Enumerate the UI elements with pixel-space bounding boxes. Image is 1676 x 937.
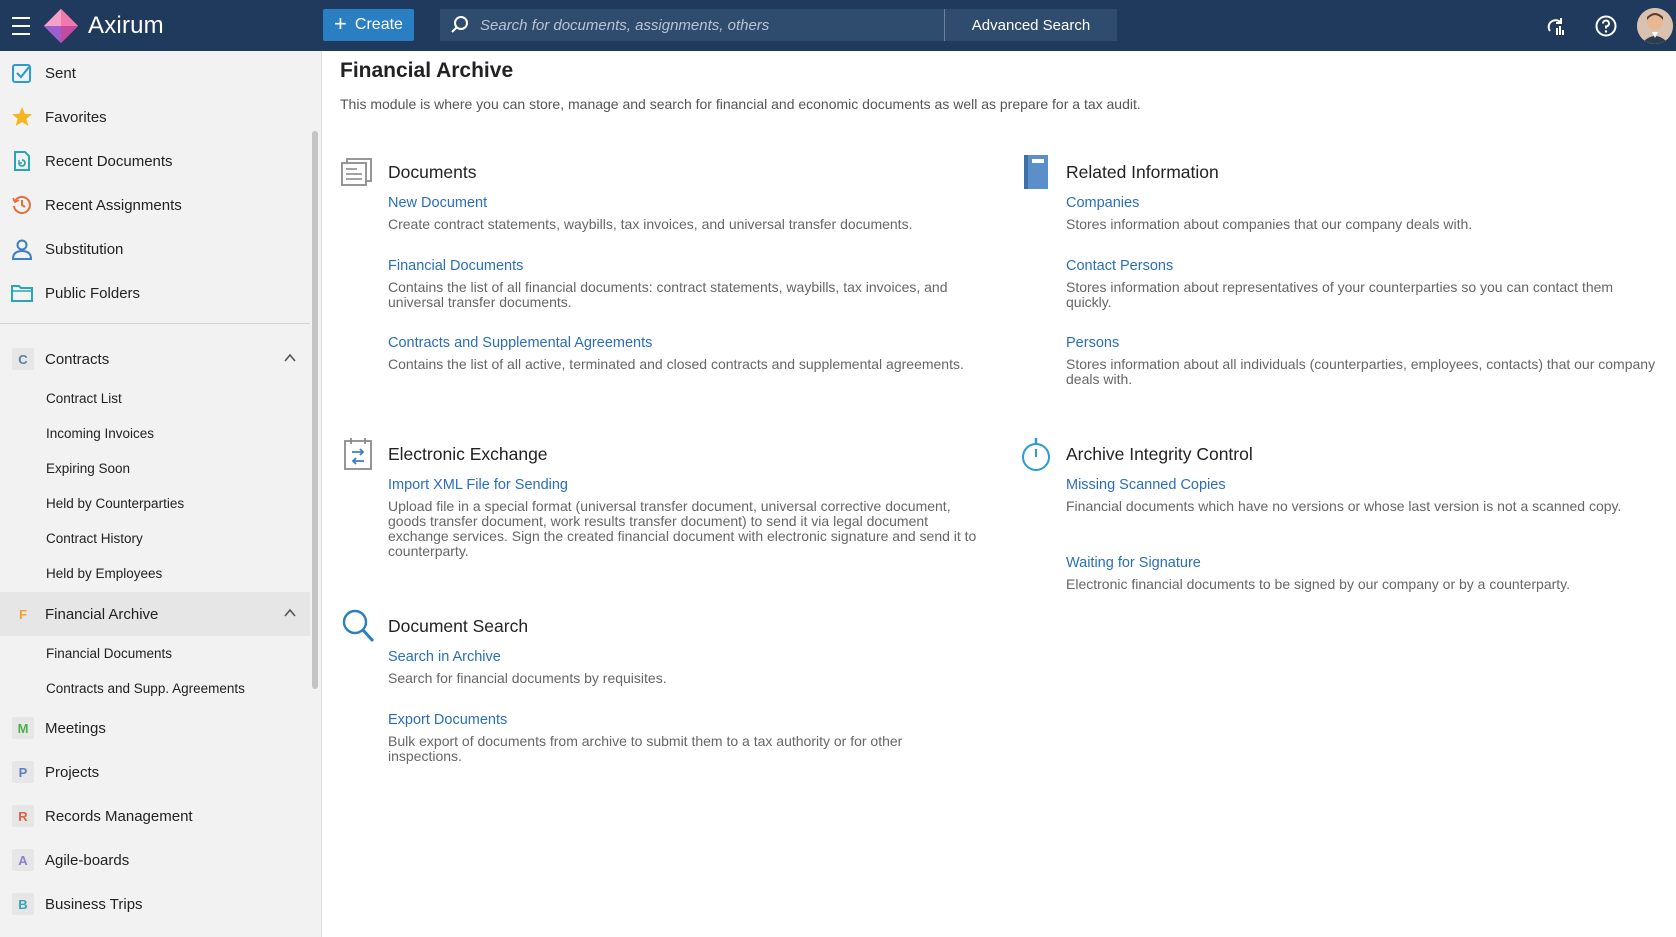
app-name: Axirum [88, 11, 164, 39]
sidebar-subitem-expiring-soon[interactable]: Expiring Soon [46, 461, 131, 476]
entry-description: Electronic financial documents to be signed by our company or by a counterparty. [1066, 576, 1571, 592]
sidebar-item-label: Favorites [45, 108, 107, 126]
entry-description: Upload file in a special format (universal transfer document, universal corrective document, goods transfer document, work results transfer document) to send it via legal document exchange services. Sign the created financial document with electronic signature and send it to counterparty. [388, 498, 977, 559]
stopwatch-icon [1018, 436, 1054, 472]
sidebar-subitem-incoming-invoices[interactable]: Incoming Invoices [46, 426, 155, 441]
cloud-sync-icon[interactable] [1531, 0, 1581, 51]
sent-check-icon [10, 61, 34, 85]
chevron-up-icon[interactable] [284, 352, 296, 364]
entry-description: Contains the list of all active, terminated and closed contracts and supplemental agreements. [388, 356, 964, 372]
module-letter-badge: M [12, 717, 34, 739]
sidebar-module-label: Records Management [45, 807, 193, 825]
book-icon [1018, 154, 1054, 190]
sidebar-module-label: Projects [45, 763, 100, 781]
entry-description: Bulk export of documents from archive to submit them to a tax authority or for other inspections. [388, 733, 903, 764]
star-icon [10, 105, 34, 129]
sidebar-item-label: Recent Assignments [45, 196, 182, 214]
sidebar-item-recent-documents[interactable] [0, 139, 310, 183]
sidebar-module-label: Contracts [45, 350, 110, 368]
section-related-information [1018, 152, 1219, 192]
sidebar [0, 51, 322, 937]
plus-icon: + [334, 11, 347, 36]
sidebar-item-label: Substitution [45, 240, 124, 258]
link-waiting-for-signature[interactable]: Waiting for Signature [1066, 555, 1201, 571]
advanced-search-button[interactable]: Advanced Search [944, 9, 1117, 41]
entry-description: Stores information about companies that our company deals with. [1066, 216, 1473, 232]
section-title: Documents [388, 161, 477, 182]
user-avatar[interactable] [1637, 8, 1673, 44]
entry-missing-scanned-copies [1066, 477, 1656, 514]
axirum-logo-icon [42, 7, 80, 45]
link-import-xml[interactable]: Import XML File for Sending [388, 477, 568, 493]
entry-export-documents [388, 712, 978, 764]
entry-waiting-for-signature [1066, 555, 1656, 592]
create-label: Create [354, 16, 403, 33]
sidebar-module-label: Financial Archive [45, 605, 159, 623]
section-title: Electronic Exchange [388, 443, 548, 464]
module-letter-badge: A [12, 849, 34, 871]
search-input[interactable] [480, 17, 920, 34]
module-letter-badge: P [12, 761, 34, 783]
link-companies[interactable]: Companies [1066, 195, 1140, 211]
search-bar [440, 9, 944, 41]
entry-contact-persons [1066, 258, 1656, 310]
section-title: Archive Integrity Control [1066, 443, 1253, 464]
sidebar-module-label: Business Trips [45, 895, 143, 913]
link-missing-scanned-copies[interactable]: Missing Scanned Copies [1066, 477, 1226, 493]
entry-contracts-supplemental [388, 335, 978, 372]
entry-description: Create contract statements, waybills, tax invoices, and universal transfer documents. [388, 216, 913, 232]
page-title: Financial Archive [340, 59, 514, 82]
sidebar-module-agile-boards[interactable] [0, 838, 310, 882]
sidebar-subitem-held-by-counterparties[interactable]: Held by Counterparties [46, 496, 185, 511]
top-bar [0, 0, 1676, 51]
entry-financial-documents [388, 258, 978, 310]
section-documents [340, 152, 477, 192]
sidebar-module-label: Agile-boards [45, 851, 130, 869]
entry-description: Stores information about all individuals (counterparties, employees, contacts) that our company deals with. [1066, 356, 1656, 387]
sidebar-item-label: Public Folders [45, 284, 141, 302]
link-export-documents[interactable]: Export Documents [388, 712, 508, 728]
sidebar-module-financial-archive[interactable] [0, 592, 310, 636]
sidebar-module-meetings[interactable] [0, 706, 310, 750]
sidebar-module-records-management[interactable] [0, 794, 310, 838]
entry-description: Stores information about representatives of your counterparties so you can contact them quickly. [1066, 279, 1614, 310]
section-title: Document Search [388, 615, 529, 636]
documents-icon [340, 154, 376, 190]
create-button[interactable] [323, 9, 414, 41]
chevron-up-icon[interactable] [284, 607, 296, 619]
section-electronic-exchange [340, 434, 548, 474]
entry-description: Financial documents which have no versions or whose last version is not a scanned copy. [1066, 498, 1622, 514]
sidebar-subitem-contract-history[interactable]: Contract History [46, 531, 143, 546]
sidebar-subitem-held-by-employees[interactable]: Held by Employees [46, 566, 163, 581]
history-clock-icon [10, 193, 34, 217]
link-search-archive[interactable]: Search in Archive [388, 649, 501, 665]
sidebar-item-label: Recent Documents [45, 152, 173, 170]
main-content [340, 51, 1660, 937]
magnifier-icon [340, 608, 376, 644]
section-archive-integrity [1018, 434, 1253, 474]
section-title: Related Information [1066, 161, 1219, 182]
link-contracts-supplemental[interactable]: Contracts and Supplemental Agreements [388, 335, 653, 351]
sidebar-item-recent-assignments[interactable] [0, 183, 310, 227]
module-letter-badge: R [12, 805, 34, 827]
sidebar-item-public-folders[interactable] [0, 271, 310, 315]
entry-search-archive [388, 649, 978, 686]
folder-icon [10, 281, 34, 305]
sidebar-subitem-contracts-supp-agreements[interactable]: Contracts and Supp. Agreements [46, 681, 245, 696]
link-contact-persons[interactable]: Contact Persons [1066, 258, 1174, 274]
menu-icon[interactable] [0, 0, 42, 51]
module-letter-badge: B [12, 893, 34, 915]
search-icon[interactable] [450, 15, 470, 35]
sidebar-item-label: Sent [45, 64, 76, 82]
exchange-icon [340, 436, 376, 472]
sidebar-subitem-financial-documents[interactable]: Financial Documents [46, 646, 173, 661]
section-document-search [340, 606, 528, 646]
help-icon[interactable] [1581, 0, 1631, 51]
app-logo[interactable] [42, 0, 164, 51]
entry-description: Search for financial documents by requisites. [388, 670, 667, 686]
sidebar-item-substitution[interactable] [0, 227, 310, 271]
recent-document-icon [10, 149, 34, 173]
sidebar-module-projects[interactable] [0, 750, 310, 794]
sidebar-item-sent[interactable] [0, 51, 310, 95]
sidebar-module-business-trips[interactable] [0, 882, 310, 926]
sidebar-item-favorites[interactable] [0, 95, 310, 139]
link-financial-documents[interactable]: Financial Documents [388, 258, 524, 274]
sidebar-module-label: Meetings [45, 719, 106, 737]
module-letter-badge: C [12, 348, 34, 370]
sidebar-module-contracts[interactable] [0, 337, 310, 381]
entry-new-document [388, 195, 978, 232]
link-new-document[interactable]: New Document [388, 195, 488, 211]
entry-companies [1066, 195, 1656, 232]
module-letter-badge: F [12, 603, 34, 625]
sidebar-subitem-contract-list[interactable]: Contract List [46, 391, 122, 406]
entry-persons [1066, 335, 1656, 387]
person-icon [10, 237, 34, 261]
entry-import-xml [388, 477, 978, 559]
sidebar-scrollbar[interactable] [312, 131, 318, 689]
page-description: This module is where you can store, manage and search for financial and economic documents as well as prepare for a tax audit. [340, 96, 1141, 112]
link-persons[interactable]: Persons [1066, 335, 1120, 351]
entry-description: Contains the list of all financial documents: contract statements, waybills, tax invoices, and universal transfer documents. [388, 279, 948, 310]
sidebar-divider [0, 323, 310, 324]
